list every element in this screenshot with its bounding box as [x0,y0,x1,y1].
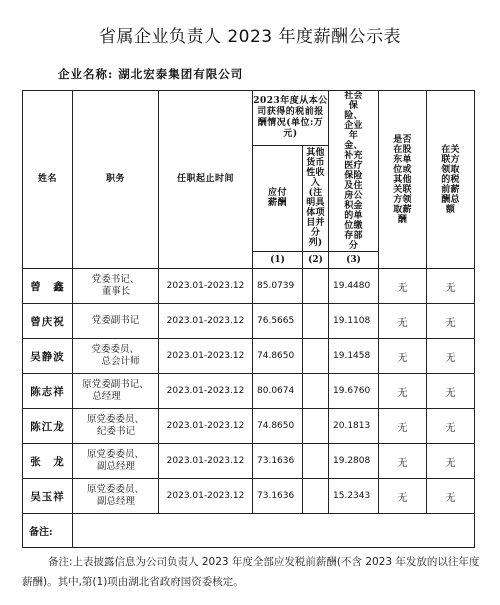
cell-related-total: 无 [427,409,475,444]
position-line: 原党委副书记、 [82,379,149,390]
header-pretax-group: 2023年度从本公司获得的税前报酬情况(单位:万元) [253,91,329,146]
header-col3: (3) [329,252,379,269]
cell-related-party: 无 [379,304,427,339]
cell-salary: 73.1636 [253,479,303,514]
position-line: 党委副书记 [91,315,140,326]
cell-term: 2023.01-2023.12 [159,304,253,339]
cell-related-party: 无 [379,444,427,479]
header-col1: (1) [253,252,303,269]
cell-other-income [303,479,329,514]
cell-related-total: 无 [427,444,475,479]
remarks-cell [73,514,475,548]
table-row [23,444,475,479]
header-salary: 应付薪酬 [253,145,303,251]
remarks-label: 备注: [23,514,73,548]
position-line: 党委书记、 [91,274,140,285]
position-line: 党委委员、 [91,344,139,355]
table-row [23,409,475,444]
position-line: 原党委委员、 [86,449,144,460]
cell-related-total: 无 [427,374,475,409]
table-row [23,269,475,304]
cell-salary: 74.8650 [253,339,303,374]
company-line [58,66,243,82]
cell-name: 陈志祥 [23,374,73,409]
cell-salary: 73.1636 [253,444,303,479]
cell-name: 陈江龙 [23,409,73,444]
cell-salary: 76.5665 [253,304,303,339]
cell-related-party: 无 [379,269,427,304]
table-row [23,339,475,374]
position-line: 原党委委员、 [86,414,144,425]
cell-term: 2023.01-2023.12 [159,339,253,374]
header-social-insurance: 社会保险、企业年金、补充医疗保险及住房公积金的单位缴存部分 [329,91,379,252]
cell-other-income [303,409,329,444]
cell-other-income [303,444,329,479]
cell-social-insurance: 20.1813 [329,409,379,444]
cell-term: 2023.01-2023.12 [159,374,253,409]
cell-salary: 80.0674 [253,374,303,409]
position-line: 董事长 [101,286,131,297]
position-line: 纪委书记 [96,426,135,437]
cell-other-income [303,374,329,409]
header-term: 任职起止时间 [159,91,253,269]
cell-other-income [303,269,329,304]
cell-term: 2023.01-2023.12 [159,444,253,479]
cell-social-insurance: 19.4480 [329,269,379,304]
cell-name: 吴玉祥 [23,479,73,514]
position-line: 副总经理 [96,496,135,507]
header-related-party: 是否在股东单位或其他关联方领取薪酬 [379,91,427,269]
cell-related-total: 无 [427,479,475,514]
position-line: 副总经理 [96,461,135,472]
header-position: 职务 [73,91,159,269]
position-line: 总经理 [92,391,121,402]
cell-position [73,304,159,339]
cell-name: 曾 鑫 [23,269,73,304]
salary-table [22,90,475,548]
cell-social-insurance: 19.1458 [329,339,379,374]
table-row [23,304,475,339]
cell-social-insurance: 19.2808 [329,444,379,479]
cell-position [73,409,159,444]
footnote: 备注:上表披露信息为公司负责人 2023 年度全部应发税前薪酬(不含 2023 年发放的以往年度薪酬)。其中,第(1)项由湖北省政府国资委核定。 [22,556,480,588]
cell-name: 吴静波 [23,339,73,374]
header-other-income: 其他货币性收入(注明具体项目并分列) [303,145,329,251]
cell-salary: 85.0739 [253,269,303,304]
cell-position [73,374,159,409]
cell-social-insurance: 15.2343 [329,479,379,514]
header-col2: (2) [303,252,329,269]
company-label: 企业名称: [58,67,114,81]
cell-related-party: 无 [379,479,427,514]
cell-position [73,339,159,374]
cell-related-total: 无 [427,304,475,339]
header-related-total: 在关联方领取的税前薪酬总额 [427,91,475,269]
cell-related-total: 无 [427,269,475,304]
cell-social-insurance: 19.6760 [329,374,379,409]
cell-other-income [303,304,329,339]
cell-name: 张 龙 [23,444,73,479]
cell-term: 2023.01-2023.12 [159,479,253,514]
position-line: 原党委委员、 [86,484,144,495]
table-row [23,479,475,514]
cell-position [73,269,159,304]
cell-position [73,479,159,514]
cell-related-party: 无 [379,409,427,444]
cell-related-party: 无 [379,339,427,374]
cell-salary: 74.8650 [253,409,303,444]
company-name: 湖北宏泰集团有限公司 [118,67,244,81]
header-name: 姓名 [23,91,73,269]
cell-other-income [303,339,329,374]
cell-related-total: 无 [427,339,475,374]
position-line: 总会计师 [101,356,140,367]
cell-related-party: 无 [379,374,427,409]
page-title: 省属企业负责人 2023 年度薪酬公示表 [98,27,402,47]
cell-social-insurance: 19.1108 [329,304,379,339]
table-row [23,374,475,409]
cell-position [73,444,159,479]
cell-name: 曾庆祝 [23,304,73,339]
cell-term: 2023.01-2023.12 [159,269,253,304]
cell-term: 2023.01-2023.12 [159,409,253,444]
